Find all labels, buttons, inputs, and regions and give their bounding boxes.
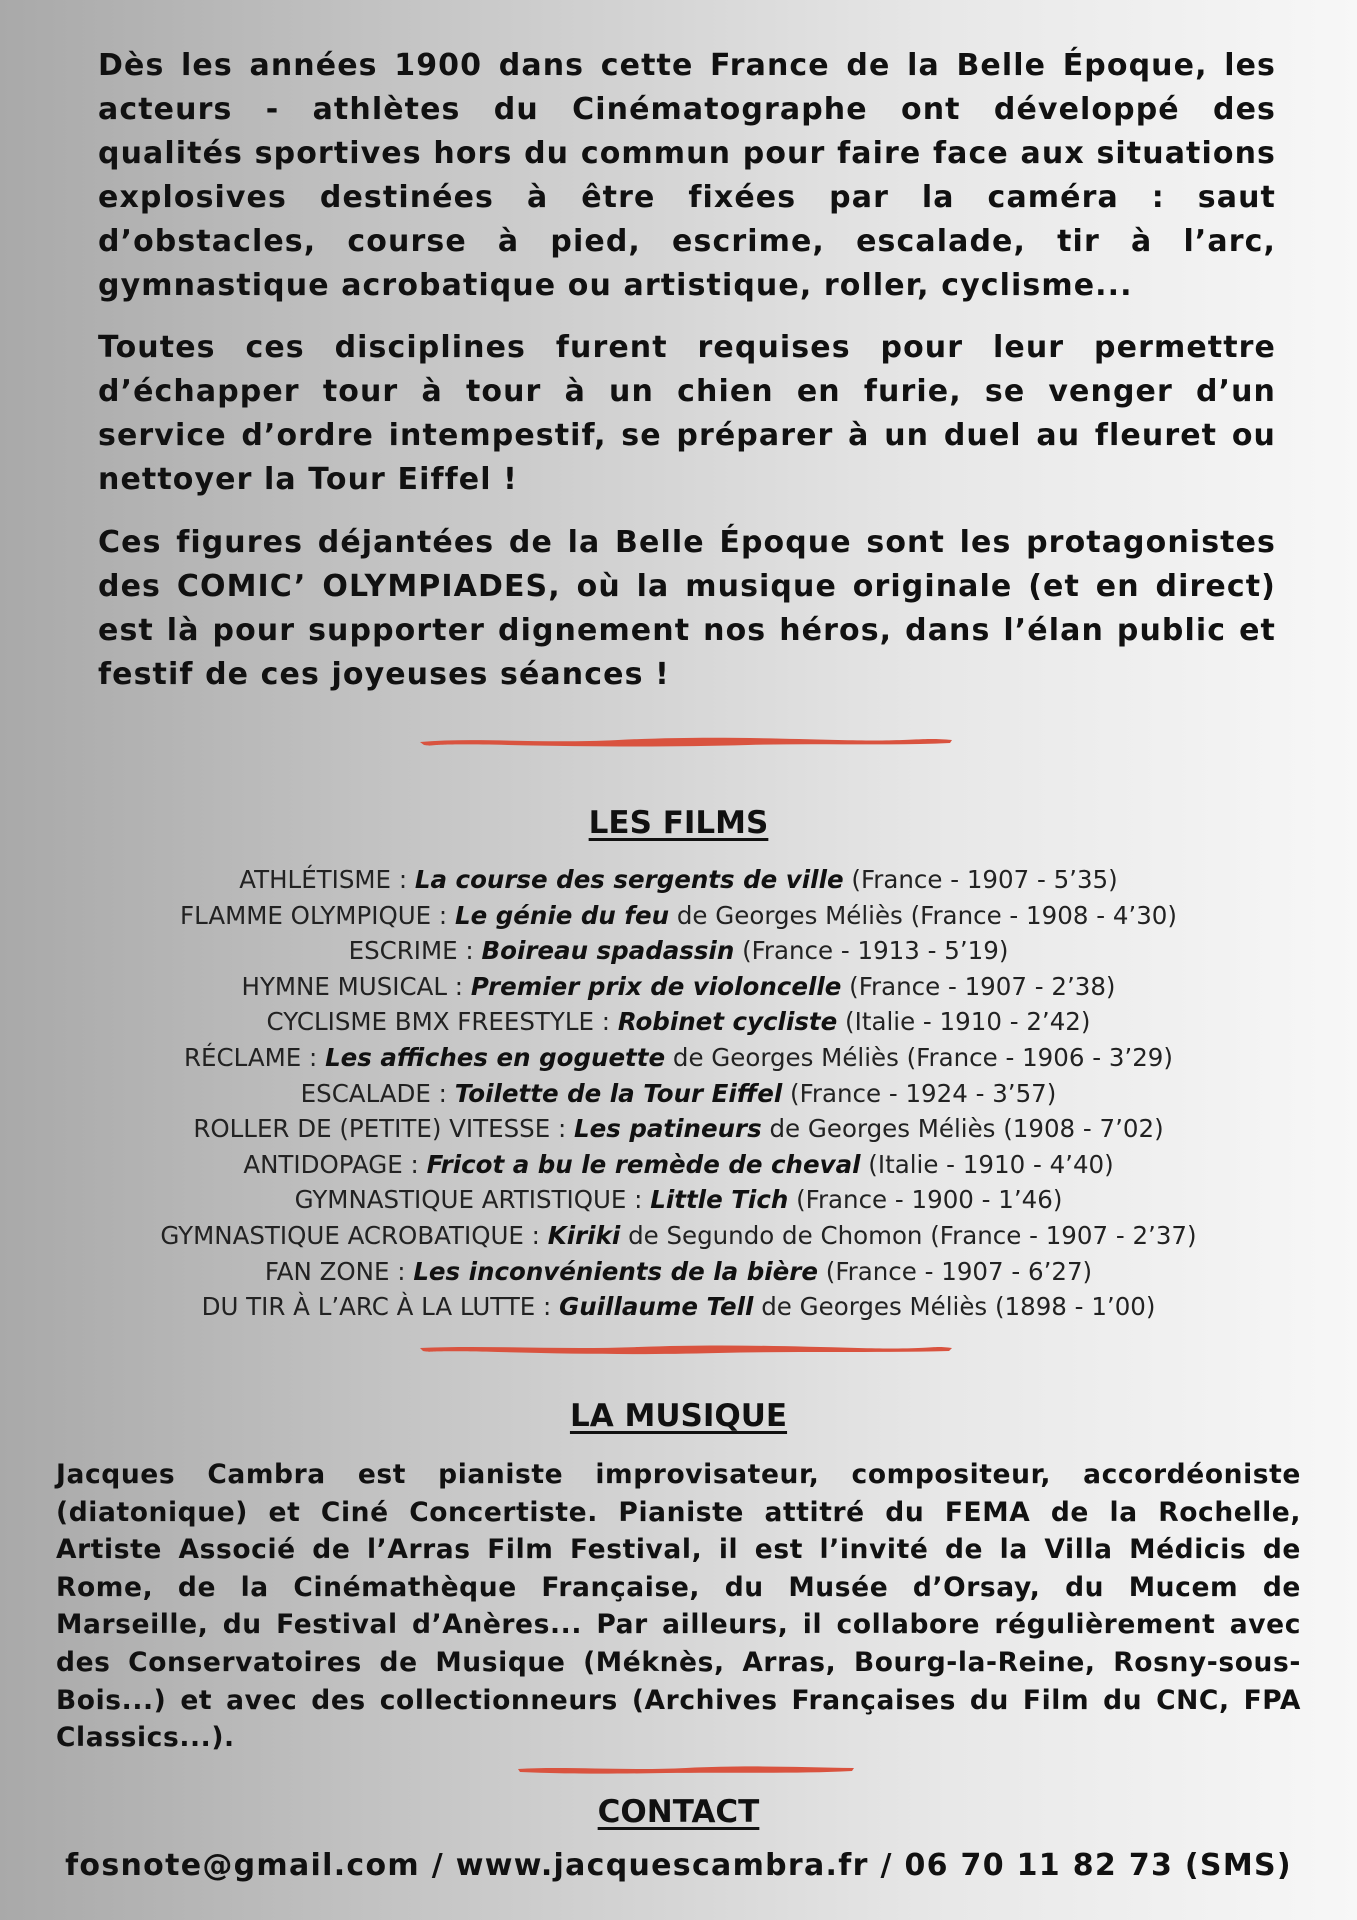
film-details: (Italie - 1910 - 2’42) bbox=[837, 1007, 1091, 1037]
decorative-brush-stroke-1 bbox=[418, 733, 954, 749]
film-category: FLAMME OLYMPIQUE : bbox=[180, 900, 455, 930]
film-category: ESCRIME : bbox=[348, 936, 482, 966]
film-title: Little Tich bbox=[650, 1185, 789, 1215]
film-details: (France - 1907 - 5’35) bbox=[843, 865, 1118, 894]
film-details: (France - 1907 - 6’27) bbox=[818, 1256, 1093, 1286]
film-title: Les patineurs bbox=[574, 1114, 762, 1144]
film-item bbox=[0, 1218, 1357, 1254]
film-category: ATHLÉTISME : bbox=[239, 865, 415, 894]
film-details: (France - 1900 - 1’46) bbox=[788, 1185, 1063, 1215]
decorative-brush-stroke-2 bbox=[418, 1340, 954, 1356]
film-title: Fricot a bu le remède de cheval bbox=[426, 1149, 861, 1179]
film-details: de Georges Méliès (France - 1908 - 4’30) bbox=[669, 900, 1177, 930]
film-details: (France - 1924 - 3’57) bbox=[782, 1078, 1057, 1108]
film-category: DU TIR À L’ARC À LA LUTTE : bbox=[201, 1292, 560, 1322]
film-category: FAN ZONE : bbox=[264, 1256, 414, 1286]
film-category: ESCALADE : bbox=[300, 1078, 455, 1108]
film-item bbox=[0, 1254, 1357, 1290]
film-details: (France - 1913 - 5’19) bbox=[734, 936, 1009, 966]
film-title: Le génie du feu bbox=[454, 900, 670, 930]
films-section-title: LES FILMS bbox=[588, 805, 769, 841]
contact-section-title: CONTACT bbox=[597, 1794, 760, 1830]
intro-paragraph-3: Ces figures déjantées de la Belle Époque sont les protagonistes des COMIC’ OLYMPIADES, où la musique originale (et en direct) est là pour supporter dignement nos héros, dans l’élan public et festif de ces joyeuses séances ! bbox=[98, 525, 1276, 692]
film-title: Guillaume Tell bbox=[559, 1292, 754, 1322]
film-category: RÉCLAME : bbox=[184, 1042, 326, 1072]
film-title: La course des sergents de ville bbox=[414, 865, 844, 894]
film-item bbox=[0, 898, 1357, 934]
film-item bbox=[0, 862, 1357, 898]
film-title: Boireau spadassin bbox=[481, 936, 735, 966]
film-title: Kiriki bbox=[547, 1220, 621, 1250]
film-item bbox=[0, 1289, 1357, 1325]
film-title: Les affiches en goguette bbox=[325, 1042, 666, 1072]
film-category: ANTIDOPAGE : bbox=[243, 1149, 427, 1179]
films-list bbox=[0, 862, 1357, 1325]
musique-paragraph: Jacques Cambra est pianiste improvisateur, compositeur, accordéoniste (diatonique) et Ciné Concertiste. Pianiste attitré du FEMA de la Rochelle, Artiste Associé de l’Arras Film Festival, il est l’invité de la Villa Médicis de Rome, de la Cinémathèque Française, du Musée d’Orsay, du Mucem de Marseille, du Festival d’Anères... Par ailleurs, il collabore régulièrement avec des Conservatoires de Musique (Méknès, Arras, Bourg-la-Reine, Rosny-sous-Bois...) et avec des collectionneurs (Archives Françaises du Film du CNC, FPA Classics...). bbox=[56, 1459, 1301, 1754]
film-category: GYMNASTIQUE ACROBATIQUE : bbox=[160, 1220, 548, 1250]
film-item bbox=[0, 1040, 1357, 1076]
film-item bbox=[0, 1076, 1357, 1112]
film-details: de Georges Méliès (1898 - 1’00) bbox=[753, 1292, 1156, 1322]
film-item bbox=[0, 1004, 1357, 1040]
film-details: (France - 1907 - 2’38) bbox=[841, 971, 1116, 1001]
film-item bbox=[0, 933, 1357, 969]
film-details: de Segundo de Chomon (France - 1907 - 2’37) bbox=[620, 1220, 1197, 1250]
film-category: GYMNASTIQUE ARTISTIQUE : bbox=[294, 1185, 651, 1215]
film-details: (Italie - 1910 - 4’40) bbox=[860, 1149, 1114, 1179]
film-details: de Georges Méliès (1908 - 7’02) bbox=[761, 1114, 1164, 1144]
film-item bbox=[0, 1111, 1357, 1147]
film-item bbox=[0, 969, 1357, 1005]
film-category: ROLLER DE (PETITE) VITESSE : bbox=[193, 1114, 575, 1144]
film-title: Toilette de la Tour Eiffel bbox=[454, 1078, 783, 1108]
film-title: Premier prix de violoncelle bbox=[470, 971, 842, 1001]
intro-paragraph-1: Dès les années 1900 dans cette France de la Belle Époque, les acteurs - athlètes du Cinématographe ont développé des qualités sportives hors du commun pour faire face aux situations explosives destinées à être fixées par la caméra : saut d’obstacles, course à pied, escrime, escalade, tir à l’arc, gymnastique acrobatique ou artistique, roller, cyclisme... bbox=[98, 48, 1276, 303]
film-category: HYMNE MUSICAL : bbox=[241, 971, 471, 1001]
musique-section-title: LA MUSIQUE bbox=[569, 1398, 788, 1434]
contact-info: fosnote@gmail.com / www.jacquescambra.fr / 06 70 11 82 73 (SMS) bbox=[65, 1848, 1292, 1883]
film-category: CYCLISME BMX FREESTYLE : bbox=[266, 1007, 618, 1037]
film-item bbox=[0, 1147, 1357, 1183]
film-title: Robinet cycliste bbox=[617, 1007, 838, 1037]
film-item bbox=[0, 1182, 1357, 1218]
film-title: Les inconvénients de la bière bbox=[413, 1256, 818, 1286]
film-details: de Georges Méliès (France - 1906 - 3’29) bbox=[665, 1042, 1173, 1072]
decorative-brush-stroke-3 bbox=[516, 1761, 856, 1777]
intro-paragraph-2: Toutes ces disciplines furent requises pour leur permettre d’échapper tour à tour à un chien en furie, se venger d’un service d’ordre intempestif, se préparer à un duel au fleuret ou nettoyer la Tour Eiffel ! bbox=[98, 330, 1276, 497]
